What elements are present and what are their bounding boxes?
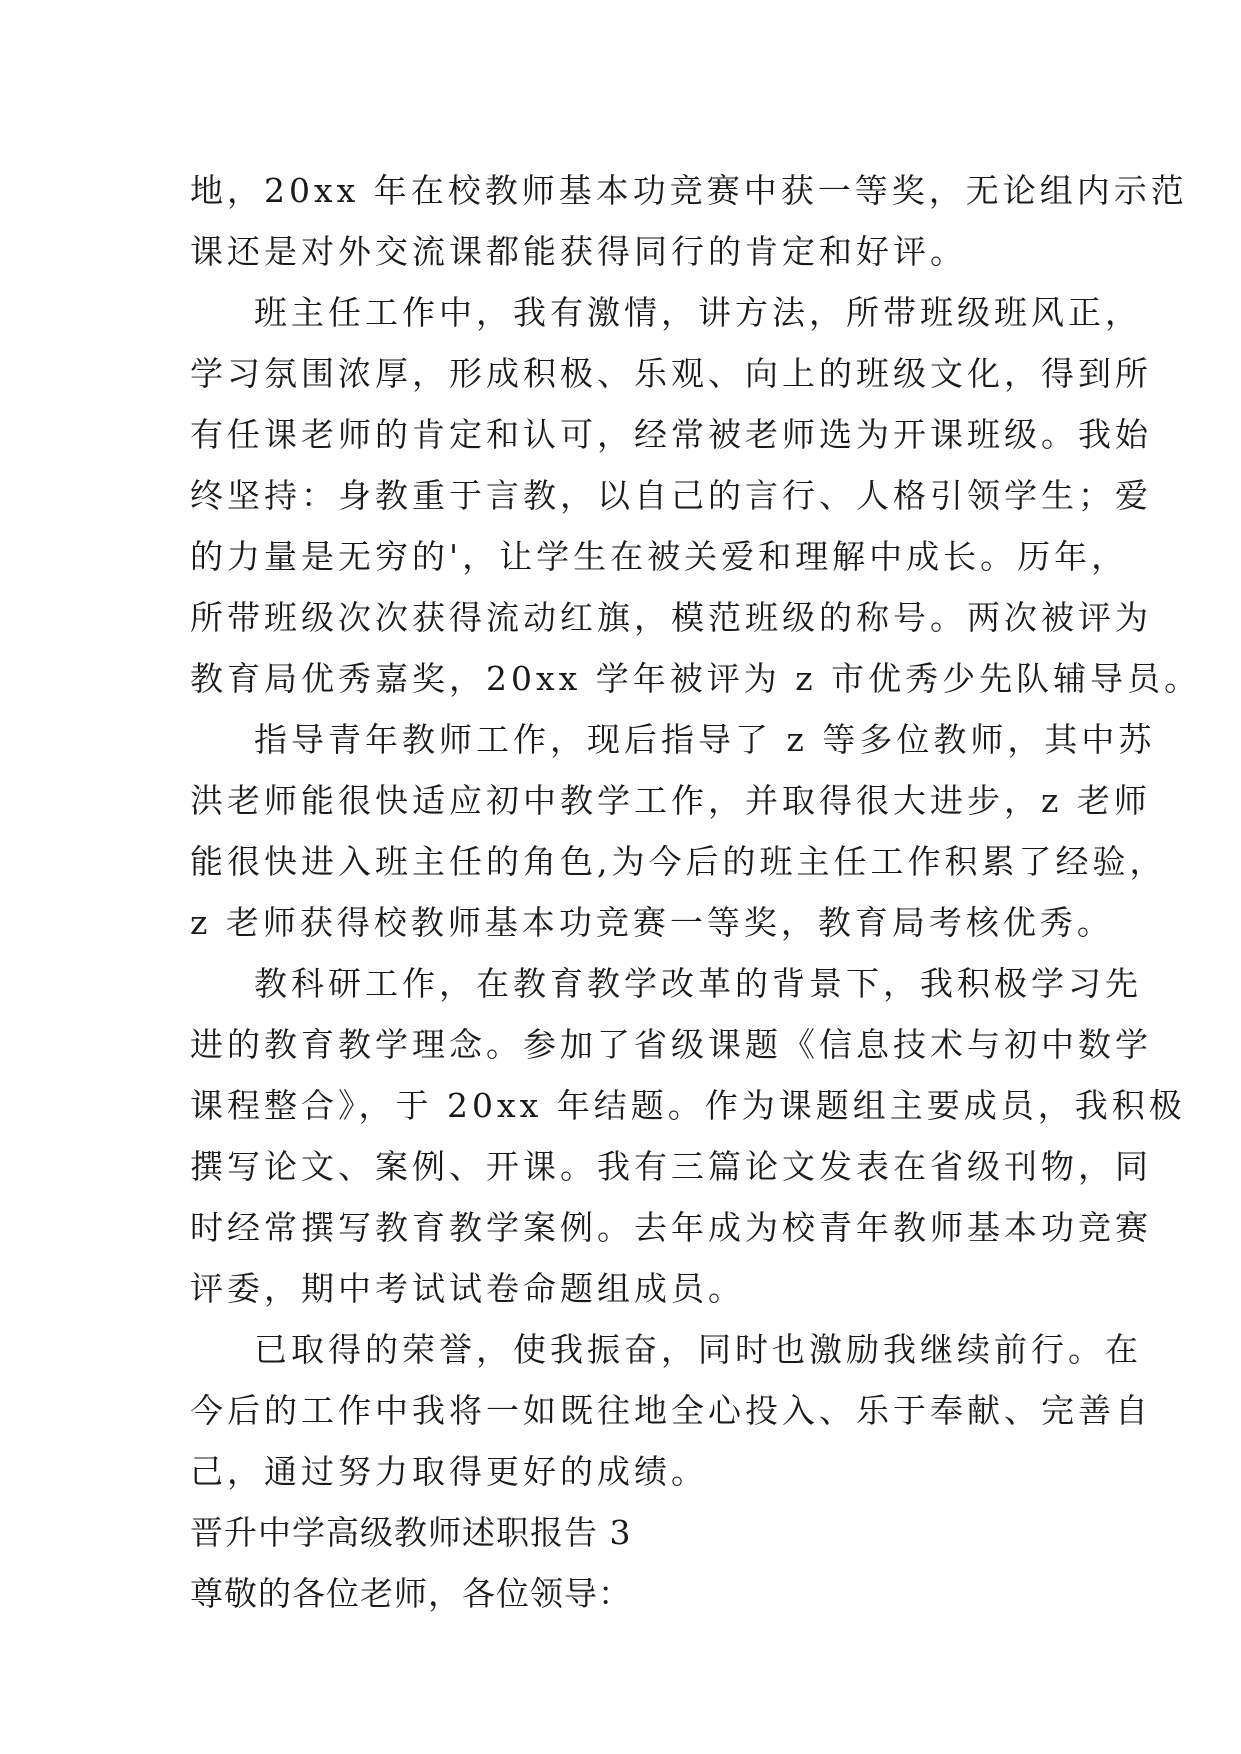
text-line: 进的教育教学理念。参加了省级课题《信息技术与初中数学 [190, 1025, 1152, 1064]
salutation: 尊敬的各位老师，各位领导： [190, 1574, 632, 1613]
text-line: 时经常撰写教育教学案例。去年成为校青年教师基本功竞赛 [190, 1208, 1152, 1247]
text-line: 撰写论文、案例、开课。我有三篇论文发表在省级刊物，同 [190, 1147, 1152, 1186]
text-line: 地，20xx 年在校教师基本功竞赛中获一等奖，无论组内示范 [190, 171, 1188, 210]
paragraph-start-line: 教科研工作，在教育教学改革的背景下，我积极学习先 [254, 964, 1142, 1003]
text-line: 所带班级次次获得流动红旗，模范班级的称号。两次被评为 [190, 598, 1152, 637]
text-line: 课还是对外交流课都能获得同行的肯定和好评。 [190, 232, 967, 271]
paragraph-start-line: 班主任工作中，我有激情，讲方法，所带班级班风正， [254, 293, 1142, 332]
text-line: 的力量是无穷的'，让学生在被关爱和理解中成长。历年， [190, 537, 1129, 576]
text-line: 教育局优秀嘉奖，20xx 学年被评为 z 市优秀少先队辅导员。 [190, 659, 1202, 698]
text-line: 有任课老师的肯定和认可，经常被老师选为开课班级。我始 [190, 415, 1152, 454]
text-line: 洪老师能很快适应初中教学工作，并取得很大进步，z 老师 [190, 781, 1151, 820]
text-line: z 老师获得校教师基本功竞赛一等奖，教育局考核优秀。 [190, 903, 1114, 942]
text-line: 己，通过努力取得更好的成绩。 [190, 1452, 708, 1491]
text-line: 今后的工作中我将一如既往地全心投入、乐于奉献、完善自 [190, 1391, 1152, 1430]
paragraph-start-line: 指导青年教师工作，现后指导了 z 等多位教师，其中苏 [254, 720, 1156, 759]
section-heading: 晋升中学高级教师述职报告 3 [190, 1513, 632, 1552]
text-line: 能很快进入班主任的角色,为今后的班主任工作积累了经验， [190, 842, 1167, 881]
text-line: 学习氛围浓厚，形成积极、乐观、向上的班级文化，得到所 [190, 354, 1152, 393]
document-page [190, 160, 1202, 1624]
text-line: 终坚持：身教重于言教，以自己的言行、人格引领学生；爱 [190, 476, 1152, 515]
text-line: 评委，期中考试试卷命题组成员。 [190, 1269, 745, 1308]
paragraph-start-line: 已取得的荣誉，使我振奋，同时也激励我继续前行。在 [254, 1330, 1142, 1369]
text-line: 课程整合》，于 20xx 年结题。作为课题组主要成员，我积极 [190, 1086, 1186, 1125]
